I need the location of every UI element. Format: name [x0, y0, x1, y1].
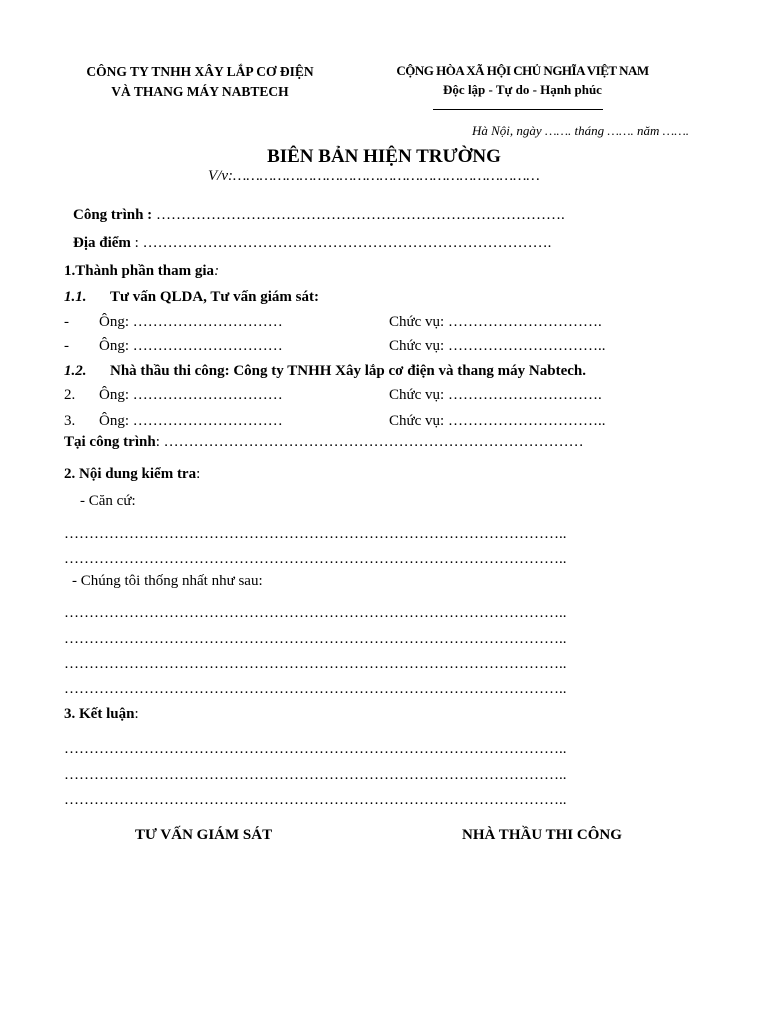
section2-heading-text: 2. Nội dung kiểm tra — [64, 466, 197, 482]
document-title: BIÊN BẢN HIỆN TRƯỜNG — [267, 146, 501, 167]
dotted-line: ……………………………………………………………………………………….. — [64, 656, 567, 672]
location-dots: : ………………………………………………………………………. — [130, 235, 552, 251]
row-person: Ông: ………………………… — [99, 338, 283, 354]
basis-label: - Căn cứ: — [80, 493, 136, 509]
dotted-line: ……………………………………………………………………………………….. — [64, 681, 567, 697]
section1-heading — [64, 263, 219, 280]
section3-heading-colon: : — [134, 706, 139, 722]
section1-heading-text: 1.Thành phần tham gia — [64, 263, 215, 279]
location-label: Địa điểm — [73, 235, 131, 251]
company-name-line2: VÀ THANG MÁY NABTECH — [111, 84, 289, 99]
subsection-1-1-number: 1.1. — [64, 289, 87, 305]
date-line: Hà Nội, ngày ……. tháng ……. năm ……. — [472, 123, 690, 138]
row-marker: 2. — [64, 387, 76, 403]
dotted-line: ……………………………………………………………………………………….. — [64, 551, 567, 567]
section3-heading-text: 3. Kết luận — [64, 706, 135, 722]
site-dots: : ………………………………………………………………………… — [155, 434, 584, 450]
dotted-line: ……………………………………………………………………………………….. — [64, 741, 567, 757]
subsection-1-2-text: Nhà thầu thi công: Công ty TNHH Xây lắp cơ điện và thang máy Nabtech. — [110, 363, 586, 379]
dotted-line: ……………………………………………………………………………………….. — [64, 792, 567, 808]
national-motto: Độc lập - Tự do - Hạnh phúc — [443, 82, 602, 97]
subsection-1-2 — [64, 363, 87, 380]
section2-heading — [64, 466, 200, 483]
row-marker: - — [64, 314, 69, 330]
section1-heading-colon: : — [214, 263, 220, 279]
subsection-1-1 — [64, 289, 87, 306]
subsection-1-2-number: 1.2. — [64, 363, 87, 379]
row-person: Ông: ………………………… — [99, 387, 283, 403]
dotted-line: ……………………………………………………………………………………….. — [64, 631, 567, 647]
signature-contractor: NHÀ THẦU THI CÔNG — [462, 827, 622, 843]
republic-title: CỘNG HÒA XÃ HỘI CHỦ NGHĨA VIỆT NAM — [396, 63, 649, 78]
section2-heading-colon: : — [196, 466, 201, 482]
company-name-line1: CÔNG TY TNHH XÂY LẮP CƠ ĐIỆN — [86, 64, 314, 79]
section3-heading — [64, 706, 139, 723]
project-label: Công trình : — [73, 207, 153, 223]
dotted-line: ……………………………………………………………………………………….. — [64, 767, 567, 783]
site-field — [64, 434, 584, 451]
row-position: Chức vụ: …………………………. — [389, 387, 602, 403]
signature-supervisor: TƯ VẤN GIÁM SÁT — [135, 827, 273, 843]
subsection-1-1-text: Tư vấn QLDA, Tư vấn giám sát: — [110, 289, 320, 305]
row-position: Chức vụ: …………………………. — [389, 314, 602, 330]
dotted-line: ……………………………………………………………………………………….. — [64, 605, 567, 621]
location-field — [73, 235, 551, 252]
motto-underline — [433, 109, 603, 110]
row-person: Ông: ………………………… — [99, 413, 283, 429]
row-position: Chức vụ: ………………………….. — [389, 413, 606, 429]
project-field — [73, 207, 565, 224]
project-dots: ………………………………………………………………………. — [152, 207, 565, 223]
agreement-label: - Chúng tôi thống nhất như sau: — [72, 573, 263, 589]
row-marker: 3. — [64, 413, 76, 429]
row-position: Chức vụ: ………………………….. — [389, 338, 606, 354]
dotted-line: ……………………………………………………………………………………….. — [64, 526, 567, 542]
site-label: Tại công trình — [64, 434, 156, 450]
subject-line: V/v:…………………………………………………………… — [208, 168, 540, 184]
row-marker: - — [64, 338, 69, 354]
row-person: Ông: ………………………… — [99, 314, 283, 330]
